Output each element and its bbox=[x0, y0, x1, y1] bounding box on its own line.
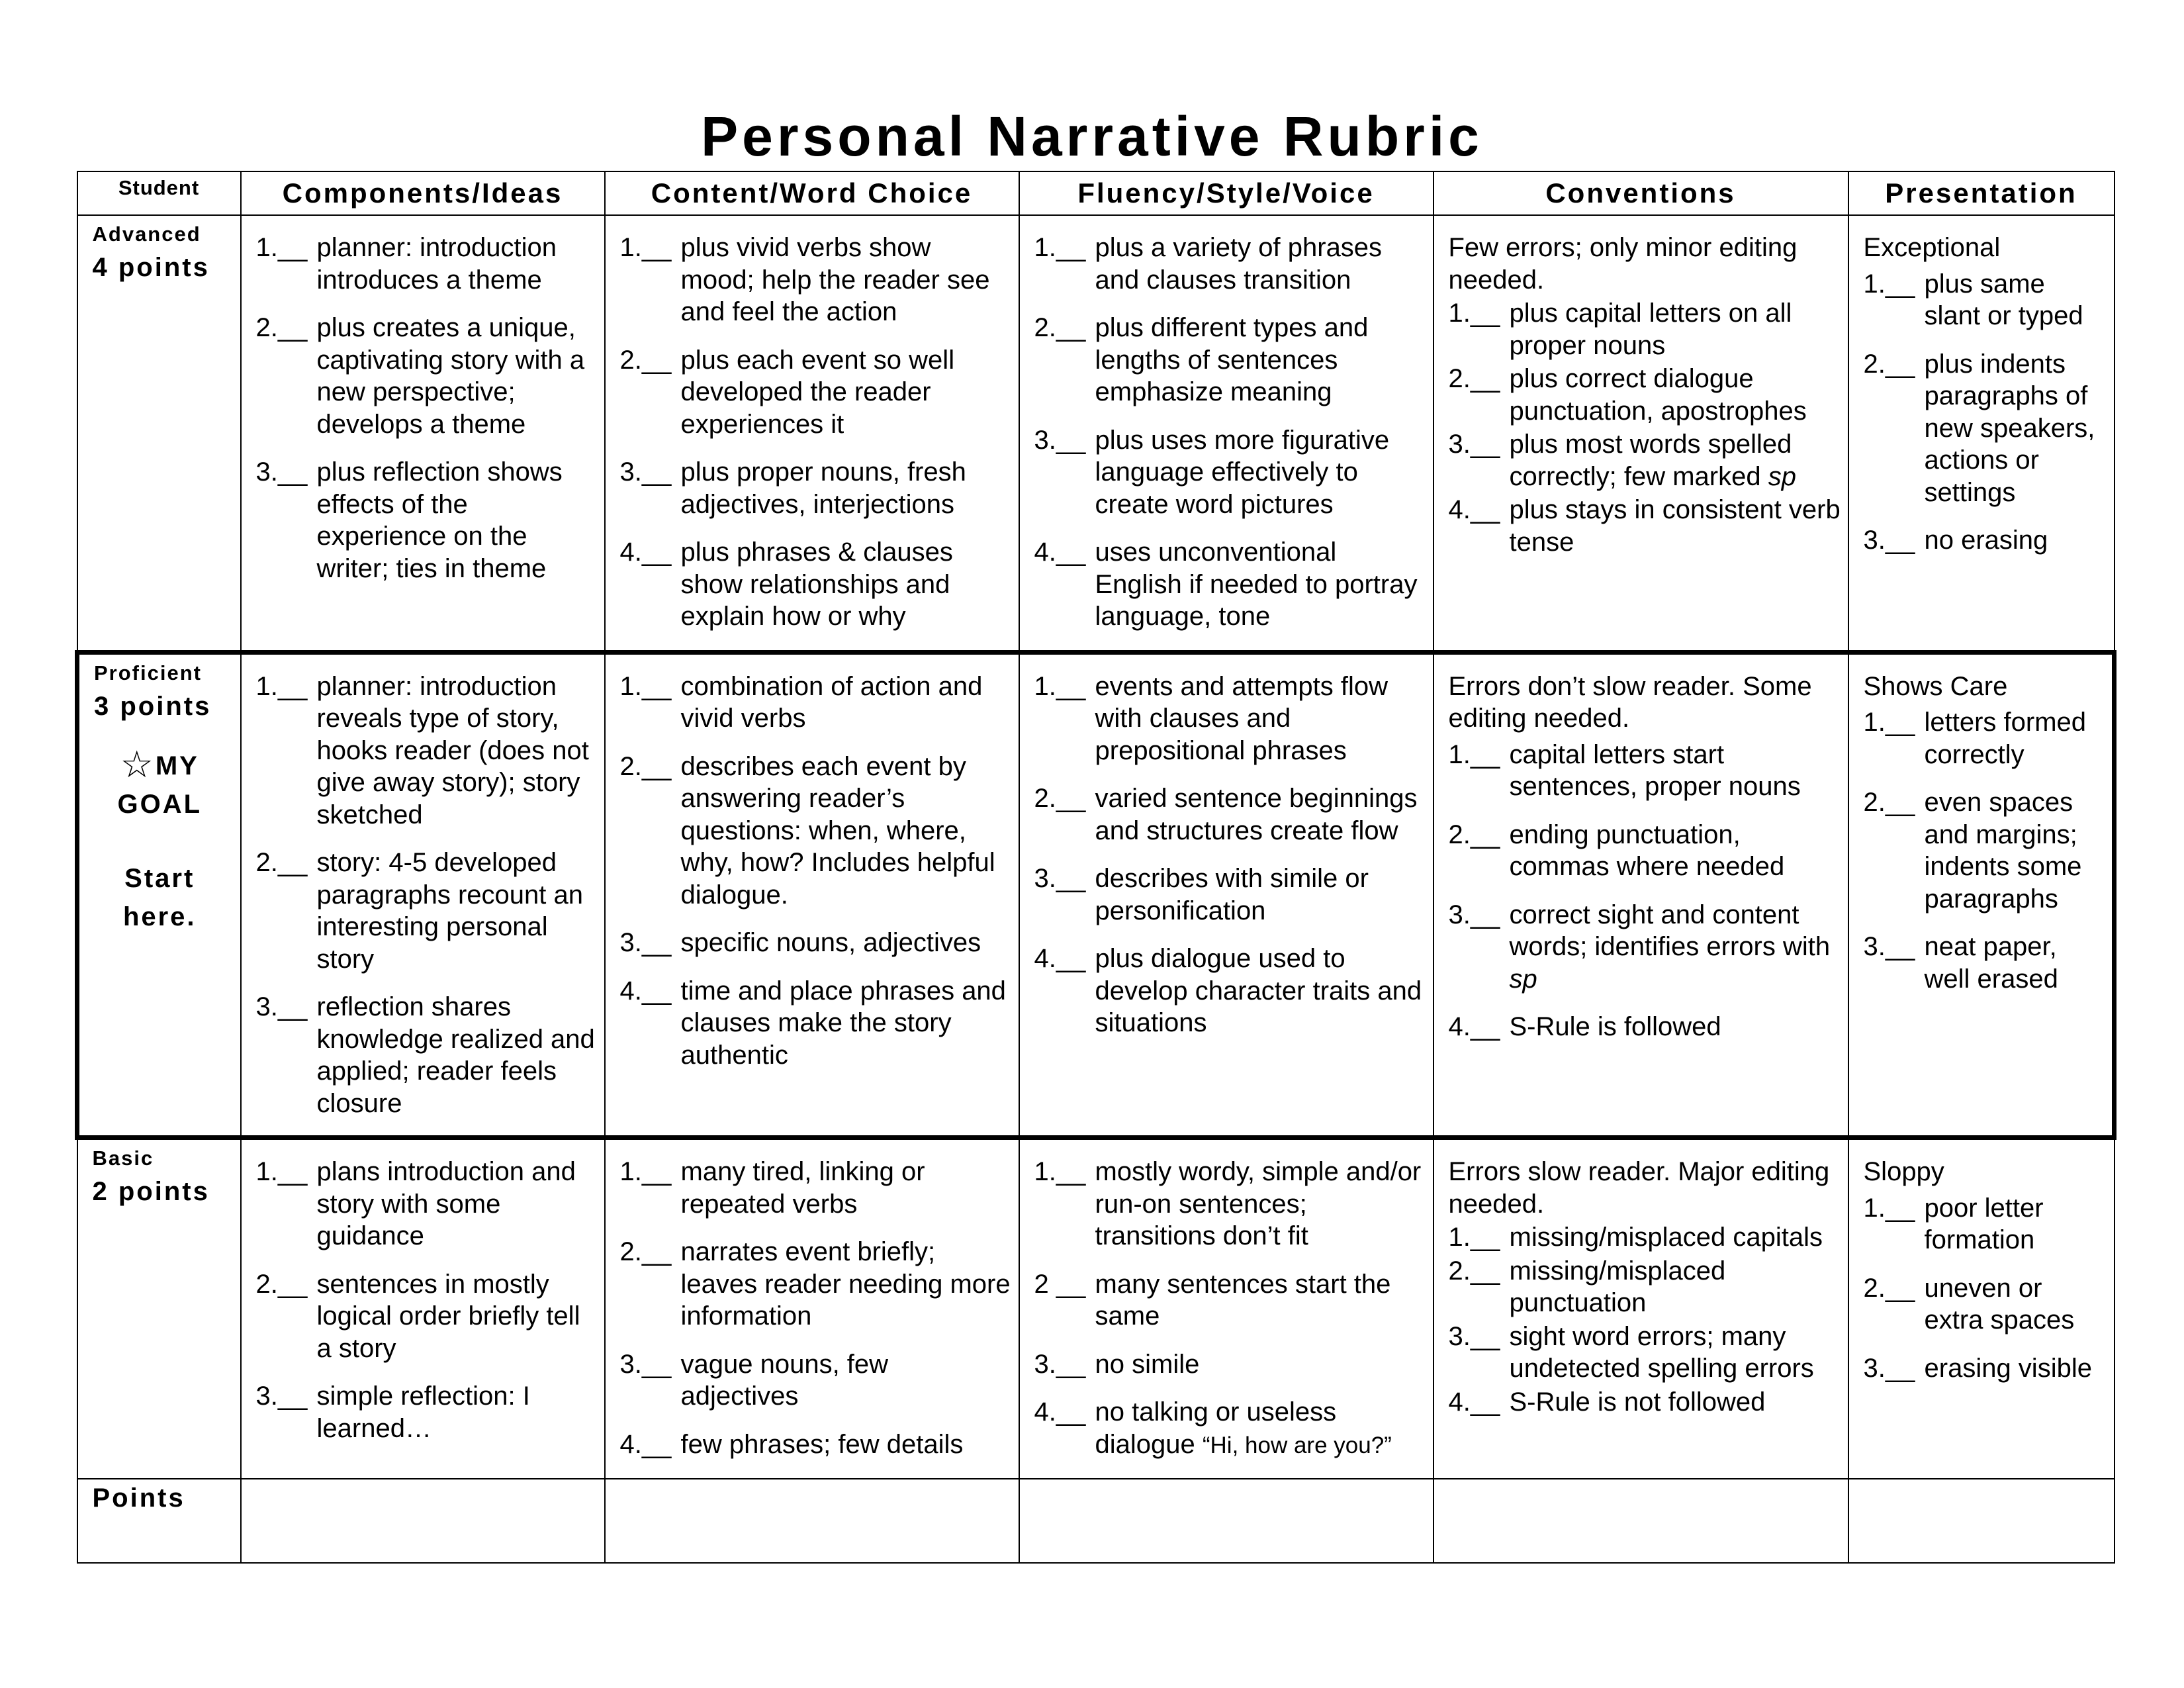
advanced-conventions-cell bbox=[1433, 215, 1848, 652]
row-proficient bbox=[77, 652, 2115, 1138]
criterion-text-main: many sentences start the same bbox=[1095, 1269, 1391, 1331]
criterion-text bbox=[1095, 671, 1426, 767]
criterion-checkbox-blank[interactable]: 1.__ bbox=[619, 233, 672, 262]
criterion-checkbox-blank[interactable]: 4.__ bbox=[619, 538, 672, 567]
goal-text: MY GOAL bbox=[117, 751, 203, 819]
criterion-text bbox=[1510, 1011, 1841, 1043]
criterion-text-main: plus stays in consistent verb tense bbox=[1509, 495, 1841, 557]
criterion-item bbox=[1449, 1255, 1841, 1319]
criterion-text bbox=[681, 927, 1012, 959]
criterion-text-main: combination of action and vivid verbs bbox=[680, 671, 983, 733]
criterion-checkbox-blank[interactable]: 4.__ bbox=[619, 1429, 672, 1459]
level-summary: Exceptional bbox=[1863, 233, 2001, 262]
criterion-checkbox-blank[interactable]: 1.__ bbox=[255, 671, 308, 701]
header-student: Student bbox=[77, 171, 241, 215]
criterion-checkbox-blank[interactable]: 1.__ bbox=[1448, 739, 1500, 769]
criterion-checkbox-blank[interactable]: 2.__ bbox=[1863, 1273, 1915, 1303]
proficient-components-cell bbox=[241, 652, 605, 1138]
points-content-cell[interactable] bbox=[605, 1479, 1019, 1563]
criterion-item bbox=[256, 1380, 598, 1444]
criterion-text-main: plus creates a unique, captivating story with a new perspective; develops a theme bbox=[316, 313, 585, 439]
criterion-item bbox=[1449, 899, 1841, 996]
basic-conventions-cell bbox=[1433, 1138, 1848, 1479]
criterion-checkbox-blank[interactable]: 3.__ bbox=[1448, 1321, 1500, 1351]
criterion-item bbox=[1864, 268, 2107, 332]
criterion-text bbox=[1510, 494, 1841, 558]
criterion-text bbox=[317, 312, 598, 440]
criterion-text bbox=[681, 232, 1012, 328]
proficient-content-cell bbox=[605, 652, 1019, 1138]
criterion-text-main: no talking or useless dialogue bbox=[1095, 1397, 1337, 1459]
criterion-item bbox=[1034, 312, 1426, 408]
criterion-checkbox-blank[interactable]: 2 __ bbox=[1034, 1269, 1086, 1299]
criterion-text-main: plus same slant or typed bbox=[1924, 269, 2083, 330]
criterion-text bbox=[1925, 524, 2107, 557]
criterion-item bbox=[1449, 1221, 1841, 1254]
criterion-text-main: time and place phrases and clauses make the story authentic bbox=[680, 976, 1006, 1070]
criterion-text bbox=[681, 751, 1012, 912]
criterion-text-main: uneven or extra spaces bbox=[1924, 1273, 2075, 1335]
row-points bbox=[77, 1479, 2115, 1563]
criterion-text-main: ending punctuation, commas where needed bbox=[1509, 820, 1785, 881]
level-label: Advanced bbox=[92, 222, 201, 246]
criterion-text bbox=[317, 847, 598, 975]
criterion-text bbox=[1925, 348, 2107, 509]
criterion-text bbox=[681, 536, 1012, 633]
criterion-italic-note: sp bbox=[1509, 964, 1537, 994]
level-summary: Shows Care bbox=[1863, 671, 2008, 701]
header-conventions: Conventions bbox=[1433, 171, 1848, 215]
page-title: Personal Narrative Rubric bbox=[701, 105, 1483, 167]
criterion-text-main: plus different types and lengths of sentences emphasize meaning bbox=[1095, 313, 1369, 406]
criterion-checkbox-blank[interactable]: 3.__ bbox=[255, 1382, 308, 1411]
basic-content-cell bbox=[605, 1138, 1019, 1479]
criterion-checkbox-blank[interactable]: 1.__ bbox=[255, 1157, 308, 1186]
criterion-checkbox-blank[interactable]: 2.__ bbox=[255, 848, 308, 877]
criterion-item bbox=[1034, 943, 1426, 1039]
criterion-text-main: S-Rule is not followed bbox=[1509, 1387, 1766, 1417]
criterion-text-main: plus indents paragraphs of new speakers, actions or settings bbox=[1924, 349, 2095, 507]
criterion-text bbox=[1925, 786, 2106, 915]
criterion-text-main: missing/misplaced capitals bbox=[1509, 1223, 1823, 1252]
criterion-checkbox-blank[interactable]: 4.__ bbox=[1448, 1387, 1500, 1417]
criterion-item bbox=[1449, 363, 1841, 427]
criterion-text-main: simple reflection: I learned… bbox=[316, 1382, 530, 1443]
criterion-text-main: planner: introduction introduces a theme bbox=[316, 233, 557, 295]
criterion-checkbox-blank[interactable]: 4.__ bbox=[1034, 538, 1086, 567]
criterion-item bbox=[1034, 1396, 1426, 1462]
criterion-checkbox-blank[interactable]: 3.__ bbox=[255, 992, 308, 1021]
criterion-text bbox=[1510, 1386, 1841, 1419]
criterion-text bbox=[681, 1236, 1012, 1333]
criterion-text bbox=[317, 991, 598, 1119]
basic-presentation-cell bbox=[1848, 1138, 2115, 1479]
criterion-checkbox-blank[interactable]: 3.__ bbox=[619, 928, 672, 957]
proficient-fluency-cell bbox=[1019, 652, 1433, 1138]
criterion-text-main: planner: introduction reveals type of story, hooks reader (does not give away story); story sketched bbox=[316, 671, 589, 829]
criterion-item bbox=[620, 1429, 1012, 1461]
criterion-item bbox=[620, 344, 1012, 441]
criterion-text bbox=[317, 1156, 598, 1252]
criterion-item bbox=[1034, 782, 1426, 847]
criterion-example-quote: “Hi, how are you?” bbox=[1202, 1432, 1392, 1458]
criterion-item bbox=[256, 312, 598, 440]
criterion-checkbox-blank[interactable]: 3.__ bbox=[1863, 526, 1915, 555]
criterion-item bbox=[1449, 1011, 1841, 1043]
level-points: 4 points bbox=[92, 253, 210, 282]
criterion-text-main: erasing visible bbox=[1924, 1353, 2092, 1383]
header-row bbox=[77, 171, 2115, 215]
rubric-table bbox=[75, 171, 2116, 1564]
criterion-checkbox-blank[interactable]: 2.__ bbox=[619, 751, 672, 781]
criterion-item bbox=[256, 847, 598, 975]
criterion-checkbox-blank[interactable]: 3.__ bbox=[1034, 1349, 1086, 1379]
criterion-text bbox=[1095, 1396, 1426, 1462]
criterion-checkbox-blank[interactable]: 3.__ bbox=[619, 1349, 672, 1379]
criterion-item bbox=[620, 975, 1012, 1072]
criterion-text bbox=[681, 344, 1012, 441]
criterion-checkbox-blank[interactable]: 2.__ bbox=[1034, 784, 1086, 813]
criterion-item bbox=[620, 927, 1012, 959]
criterion-text bbox=[681, 1156, 1012, 1220]
criterion-text bbox=[1925, 1352, 2107, 1385]
header-content: Content/Word Choice bbox=[605, 171, 1019, 215]
criterion-text bbox=[1510, 428, 1841, 492]
criterion-text-main: story: 4-5 developed paragraphs recount an interesting personal story bbox=[316, 848, 583, 974]
criterion-text bbox=[681, 975, 1012, 1072]
criterion-item bbox=[1449, 1386, 1841, 1419]
level-cell-proficient bbox=[77, 652, 241, 1138]
criterion-checkbox-blank[interactable]: 2.__ bbox=[1863, 788, 1915, 817]
criterion-item bbox=[1449, 1321, 1841, 1385]
criterion-text-main: many tired, linking or repeated verbs bbox=[680, 1157, 925, 1219]
criterion-text-main: sight word errors; many undetected spelling errors bbox=[1509, 1321, 1814, 1383]
criterion-item bbox=[256, 456, 598, 585]
criterion-item bbox=[256, 232, 598, 296]
criterion-checkbox-blank[interactable]: 4.__ bbox=[1448, 1012, 1500, 1041]
criterion-text bbox=[1925, 1272, 2107, 1336]
header-presentation: Presentation bbox=[1848, 171, 2115, 215]
criterion-item bbox=[620, 232, 1012, 328]
criterion-checkbox-blank[interactable]: 2.__ bbox=[255, 313, 308, 342]
criterion-checkbox-blank[interactable]: 3.__ bbox=[1034, 425, 1086, 455]
criterion-text-main: plus correct dialogue punctuation, apostrophes bbox=[1509, 364, 1807, 426]
criterion-text bbox=[1095, 1348, 1426, 1381]
criterion-text-main: few phrases; few details bbox=[680, 1429, 964, 1459]
criterion-text bbox=[317, 1380, 598, 1444]
criterion-text bbox=[1925, 1192, 2107, 1256]
criterion-text-main: sentences in mostly logical order briefly tell a story bbox=[316, 1269, 580, 1363]
criterion-item bbox=[1034, 424, 1426, 521]
criterion-text-main: describes with simile or personification bbox=[1095, 864, 1369, 925]
criterion-text bbox=[1095, 863, 1426, 927]
criterion-text-main: plus each event so well developed the reader experiences it bbox=[680, 345, 955, 439]
criterion-text bbox=[1510, 739, 1841, 803]
criterion-italic-note: sp bbox=[1768, 461, 1796, 491]
criterion-text bbox=[1510, 297, 1841, 361]
criterion-checkbox-blank[interactable]: 2.__ bbox=[1034, 313, 1086, 342]
advanced-components-cell bbox=[241, 215, 605, 652]
criterion-text bbox=[1095, 312, 1426, 408]
criterion-text bbox=[317, 671, 598, 831]
row-basic bbox=[77, 1138, 2115, 1479]
criterion-text-main: correct sight and content words; identifies errors with bbox=[1509, 900, 1831, 961]
criterion-checkbox-blank[interactable]: 2.__ bbox=[1448, 364, 1500, 393]
criterion-checkbox-blank[interactable]: 1.__ bbox=[1034, 233, 1086, 262]
criterion-item bbox=[620, 1348, 1012, 1413]
advanced-presentation-cell bbox=[1848, 215, 2115, 652]
criterion-text-main: no simile bbox=[1095, 1349, 1200, 1379]
criterion-text bbox=[1925, 706, 2106, 771]
points-fluency-cell[interactable] bbox=[1019, 1479, 1433, 1563]
criterion-checkbox-blank[interactable]: 2.__ bbox=[619, 345, 672, 375]
criterion-text bbox=[681, 1429, 1012, 1461]
criterion-text-main: plans introduction and story with some guidance bbox=[316, 1157, 576, 1250]
criterion-text-main: specific nouns, adjectives bbox=[680, 928, 981, 957]
criterion-text-main: plus dialogue used to develop character traits and situations bbox=[1095, 944, 1422, 1037]
criterion-text-main: missing/misplaced punctuation bbox=[1509, 1256, 1726, 1317]
level-cell-basic bbox=[77, 1138, 241, 1479]
criterion-checkbox-blank[interactable]: 1.__ bbox=[1034, 671, 1086, 701]
criterion-item bbox=[1864, 524, 2107, 557]
criterion-checkbox-blank[interactable]: 1.__ bbox=[1863, 269, 1915, 299]
criterion-text bbox=[681, 1348, 1012, 1413]
criterion-item bbox=[620, 751, 1012, 912]
criterion-item bbox=[1864, 348, 2107, 509]
criterion-text-main: poor letter formation bbox=[1924, 1193, 2044, 1254]
criterion-text bbox=[1510, 1321, 1841, 1385]
header-components: Components/Ideas bbox=[241, 171, 605, 215]
criterion-item bbox=[1864, 706, 2106, 771]
criterion-item bbox=[1864, 931, 2106, 995]
criterion-text-main: S-Rule is followed bbox=[1509, 1012, 1721, 1041]
criterion-item bbox=[256, 671, 598, 831]
star-icon: ☆ bbox=[120, 743, 156, 785]
criterion-checkbox-blank[interactable]: 3.__ bbox=[1034, 864, 1086, 893]
proficient-conventions-cell bbox=[1433, 652, 1848, 1138]
points-components-cell[interactable] bbox=[241, 1479, 605, 1563]
criterion-text bbox=[1095, 424, 1426, 521]
criterion-text-main: narrates event briefly; leaves reader needing more information bbox=[680, 1237, 1011, 1331]
criterion-item bbox=[1034, 1268, 1426, 1333]
criterion-checkbox-blank[interactable]: 3.__ bbox=[255, 457, 308, 487]
advanced-fluency-cell bbox=[1019, 215, 1433, 652]
criterion-checkbox-blank[interactable]: 3.__ bbox=[619, 457, 672, 487]
criterion-text-main: plus reflection shows effects of the experience on the writer; ties in theme bbox=[316, 457, 563, 583]
criterion-text bbox=[1510, 1255, 1841, 1319]
criterion-text-main: events and attempts flow with clauses and prepositional phrases bbox=[1095, 671, 1388, 765]
criterion-checkbox-blank[interactable]: 4.__ bbox=[1448, 495, 1500, 524]
criterion-item bbox=[1864, 1272, 2107, 1336]
criterion-checkbox-blank[interactable]: 1.__ bbox=[1448, 1223, 1500, 1252]
criterion-checkbox-blank[interactable]: 2.__ bbox=[255, 1269, 308, 1299]
points-conventions-cell[interactable] bbox=[1433, 1479, 1848, 1563]
proficient-presentation-cell bbox=[1848, 652, 2115, 1138]
criterion-text bbox=[1095, 782, 1426, 847]
criterion-text-main: plus phrases & clauses show relationships and explain how or why bbox=[680, 538, 953, 631]
criterion-item bbox=[620, 671, 1012, 735]
criterion-text bbox=[1510, 899, 1841, 996]
criterion-text-main: plus uses more figurative language effectively to create word pictures bbox=[1095, 425, 1390, 519]
level-label: Proficient bbox=[94, 661, 202, 684]
criterion-text-main: describes each event by answering reader’s questions: when, where, why, how? Includes helpful dialogue. bbox=[680, 751, 995, 910]
criterion-checkbox-blank[interactable]: 1.__ bbox=[619, 1157, 672, 1186]
criterion-checkbox-blank[interactable]: 1.__ bbox=[1448, 299, 1500, 328]
start-here-text: Start here. bbox=[122, 863, 197, 931]
level-summary: Sloppy bbox=[1863, 1157, 1944, 1186]
criterion-item bbox=[1034, 1156, 1426, 1252]
criterion-text bbox=[317, 456, 598, 585]
criterion-checkbox-blank[interactable]: 3.__ bbox=[1863, 932, 1915, 961]
points-label-cell bbox=[77, 1479, 241, 1563]
criterion-text-main: uses unconventional English if needed to portray language, tone bbox=[1095, 538, 1418, 631]
criterion-checkbox-blank[interactable]: 4.__ bbox=[1034, 1397, 1086, 1427]
row-advanced bbox=[77, 215, 2115, 652]
criterion-item bbox=[1034, 671, 1426, 767]
criterion-text bbox=[1510, 363, 1841, 427]
criterion-text-main: reflection shares knowledge realized and applied; reader feels closure bbox=[316, 992, 595, 1118]
criterion-item bbox=[620, 1156, 1012, 1220]
criterion-item bbox=[1449, 819, 1841, 883]
level-cell-advanced bbox=[77, 215, 241, 652]
level-summary: Errors don’t slow reader. Some editing needed. bbox=[1448, 671, 1812, 733]
criterion-item bbox=[1034, 536, 1426, 633]
criterion-item bbox=[620, 1236, 1012, 1333]
criterion-item bbox=[256, 1156, 598, 1252]
criterion-checkbox-blank[interactable]: 2.__ bbox=[1448, 820, 1500, 849]
points-presentation-cell[interactable] bbox=[1848, 1479, 2115, 1563]
criterion-checkbox-blank[interactable]: 1.__ bbox=[1863, 1193, 1915, 1223]
criterion-checkbox-blank[interactable]: 3.__ bbox=[1448, 900, 1500, 929]
level-points: 2 points bbox=[92, 1177, 210, 1206]
points-label: Points bbox=[92, 1483, 185, 1513]
criterion-text-main: letters formed correctly bbox=[1924, 708, 2087, 769]
criterion-checkbox-blank[interactable]: 1.__ bbox=[1863, 708, 1915, 737]
criterion-checkbox-blank[interactable]: 4.__ bbox=[1034, 944, 1086, 973]
criterion-text-main: vague nouns, few adjectives bbox=[680, 1349, 889, 1411]
criterion-checkbox-blank[interactable]: 3.__ bbox=[1448, 430, 1500, 459]
advanced-content-cell bbox=[605, 215, 1019, 652]
criterion-text bbox=[1095, 943, 1426, 1039]
criterion-text bbox=[681, 456, 1012, 520]
criterion-item bbox=[1034, 863, 1426, 927]
goal-marker bbox=[94, 745, 240, 823]
criterion-text bbox=[1095, 232, 1426, 296]
criterion-text-main: varied sentence beginnings and structures create flow bbox=[1095, 784, 1418, 845]
criterion-text-main: mostly wordy, simple and/or run-on sentences; transitions don’t fit bbox=[1095, 1157, 1422, 1250]
criterion-item bbox=[620, 536, 1012, 633]
criterion-item bbox=[1449, 428, 1841, 492]
criterion-text bbox=[1510, 819, 1841, 883]
criterion-text-main: plus vivid verbs show mood; help the reader see and feel the action bbox=[680, 233, 990, 326]
criterion-text bbox=[1095, 536, 1426, 633]
criterion-text-main: neat paper, well erased bbox=[1924, 932, 2058, 994]
criterion-checkbox-blank[interactable]: 1.__ bbox=[1034, 1157, 1086, 1186]
criterion-item bbox=[1864, 1192, 2107, 1256]
criterion-item bbox=[1034, 1348, 1426, 1381]
criterion-text bbox=[1510, 1221, 1841, 1254]
level-points: 3 points bbox=[94, 691, 212, 721]
level-summary: Few errors; only minor editing needed. bbox=[1448, 233, 1797, 295]
criterion-text bbox=[317, 232, 598, 296]
criterion-text bbox=[681, 671, 1012, 735]
basic-components-cell bbox=[241, 1138, 605, 1479]
criterion-text-main: plus capital letters on all proper nouns bbox=[1509, 299, 1792, 360]
criterion-checkbox-blank[interactable]: 3.__ bbox=[1863, 1353, 1915, 1383]
criterion-checkbox-blank[interactable]: 2.__ bbox=[619, 1237, 672, 1266]
criterion-text bbox=[1925, 268, 2107, 332]
criterion-checkbox-blank[interactable]: 1.__ bbox=[619, 671, 672, 701]
criterion-item bbox=[620, 456, 1012, 520]
level-summary: Errors slow reader. Major editing needed. bbox=[1448, 1157, 1830, 1219]
criterion-item bbox=[1449, 739, 1841, 803]
criterion-text bbox=[317, 1268, 598, 1365]
criterion-text bbox=[1095, 1156, 1426, 1252]
criterion-text-main: even spaces and margins; indents some paragraphs bbox=[1924, 788, 2082, 914]
criterion-item bbox=[256, 1268, 598, 1365]
criterion-item bbox=[1449, 297, 1841, 361]
criterion-checkbox-blank[interactable]: 2.__ bbox=[1448, 1256, 1500, 1286]
criterion-item bbox=[256, 991, 598, 1119]
criterion-text-main: plus proper nouns, fresh adjectives, interjections bbox=[680, 457, 966, 519]
criterion-item bbox=[1034, 232, 1426, 296]
criterion-text-main: plus most words spelled correctly; few marked bbox=[1509, 430, 1792, 491]
criterion-checkbox-blank[interactable]: 4.__ bbox=[619, 976, 672, 1006]
level-label: Basic bbox=[92, 1147, 154, 1170]
criterion-item bbox=[1449, 494, 1841, 558]
criterion-checkbox-blank[interactable]: 2.__ bbox=[1863, 349, 1915, 379]
basic-fluency-cell bbox=[1019, 1138, 1433, 1479]
criterion-text-main: plus a variety of phrases and clauses transition bbox=[1095, 233, 1383, 295]
criterion-item bbox=[1864, 786, 2106, 915]
criterion-item bbox=[1864, 1352, 2107, 1385]
criterion-text-main: capital letters start sentences, proper nouns bbox=[1509, 739, 1801, 801]
criterion-text bbox=[1925, 931, 2106, 995]
header-fluency: Fluency/Style/Voice bbox=[1019, 171, 1433, 215]
criterion-text bbox=[1095, 1268, 1426, 1333]
criterion-text-main: no erasing bbox=[1924, 526, 2048, 555]
criterion-checkbox-blank[interactable]: 1.__ bbox=[255, 233, 308, 262]
